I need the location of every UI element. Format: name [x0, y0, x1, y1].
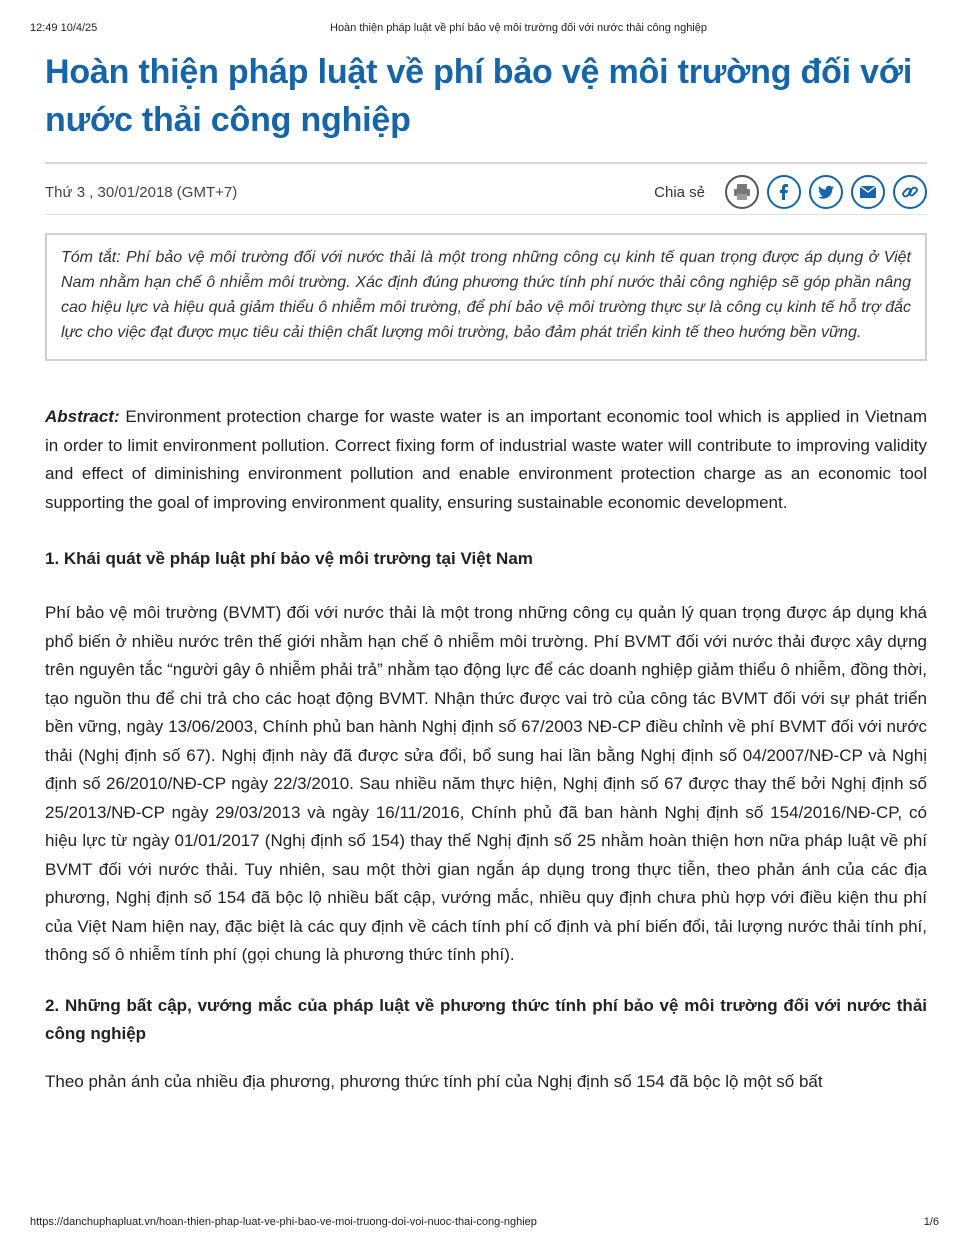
page-number: 1/6 [923, 1216, 939, 1228]
facebook-icon [774, 182, 794, 202]
meta-divider [45, 214, 927, 215]
twitter-share-button[interactable] [809, 175, 843, 209]
section1-heading: 1. Khái quát về pháp luật phí bảo vệ môi trường tại Việt Nam [45, 549, 533, 568]
article-title: Hoàn thiện pháp luật về phí bảo vệ môi trường đối với nước thải công nghiệp [45, 53, 913, 139]
section2-heading: 2. Những bất cập, vướng mắc của pháp luật về phương thức tính phí bảo vệ môi trường đối với nước thải công nghiệp [45, 995, 927, 1043]
print-url: https://danchuphapluat.vn/hoan-thien-phap-luat-ve-phi-bao-ve-moi-truong-doi-voi-nuoc-thai-cong-nghiep [30, 1216, 537, 1228]
email-icon [858, 182, 878, 202]
copy-link-button[interactable] [893, 175, 927, 209]
print-footer [30, 1216, 939, 1232]
summary-box: Tóm tắt: Phí bảo vệ môi trường đối với nước thải là một trong những công cụ kinh tế quan trọng được áp dụng ở Việt Nam nhằm hạn chế ô nhiễm môi trường. Xác định đúng phương thức tính phí nước thải công nghiệp sẽ góp phần nâng cao hiệu lực và hiệu quả giảm thiểu ô nhiễm môi trường, để phí bảo vệ môi trường thực sự là công cụ kinh tế hỗ trợ đắc lực cho việc đạt được mục tiêu cải thiện chất lượng môi trường, bảo đảm phát triển kinh tế theo hướng bền vững. [45, 233, 927, 361]
email-share-button[interactable] [851, 175, 885, 209]
article [45, 48, 927, 1096]
print-icon [732, 182, 752, 202]
facebook-share-button[interactable] [767, 175, 801, 209]
print-timestamp: 12:49 10/4/25 [30, 22, 98, 34]
abstract-label: Abstract: [45, 407, 120, 426]
share-bar [654, 175, 927, 209]
print-doc-title: Hoàn thiện pháp luật về phí bảo vệ môi trường đối với nước thải công nghiệp [330, 22, 707, 34]
publish-date: Thứ 3 , 30/01/2018 (GMT+7) [45, 183, 238, 201]
print-header [30, 22, 939, 38]
section2-body: Theo phản ánh của nhiều địa phương, phương thức tính phí của Nghị định số 154 đã bộc lộ một số bất [45, 1071, 823, 1091]
meta-row [45, 164, 927, 220]
section1-body: Phí bảo vệ môi trường (BVMT) đối với nước thải là một trong những công cụ quản lý quan trọng được áp dụng khá phổ biến ở nhiều nước trên thế giới nhằm hạn chế ô nhiễm môi trường. Phí BVMT đối với nước thải được xây dựng trên nguyên tắc “người gây ô nhiễm phải trả” nhằm tạo động lực để các doanh nghiệp giảm thiểu ô nhiễm, đồng thời, tạo nguồn thu để chi trả cho các hoạt động BVMT. Nhận thức được vai trò của công tác BVMT đối với sự phát triển bền vững, ngày 13/06/2003, Chính phủ ban hành Nghị định số 67/2003 NĐ-CP điều chỉnh về phí BVMT đối với nước thải (Nghị định số 67). Nghị định này đã được sửa đổi, bổ sung hai lần bằng Nghị định số 04/2007/NĐ-CP và Nghị định số 26/2010/NĐ-CP ngày 22/3/2010. Sau nhiều năm thực hiện, Nghị định số 67 được thay thế bởi Nghị định số 25/2013/NĐ-CP ngày 29/03/2013 và ngày 16/11/2016, Chính phủ đã ban hành Nghị định số 154/2016/NĐ-CP, có hiệu lực từ ngày 01/01/2017 (Nghị định số 154) thay thế Nghị định số 25 nhằm hoàn thiện hơn nữa pháp luật về phí BVMT đối với nước thải. Tuy nhiên, sau một thời gian ngắn áp dụng trong thực tiễn, theo phản ánh của các địa phương, Nghị định số 154 đã bộc lộ nhiều bất cập, vướng mắc, nhiều quy định chưa phù hợp với điều kiện thu phí của Việt Nam hiện nay, đặc biệt là các quy định về cách tính phí cố định và phí biến đổi, tải lượng nước thải tính phí, thông số ô nhiễm tính phí (gọi chung là phương thức tính phí). [45, 603, 927, 964]
twitter-icon [816, 182, 836, 202]
share-label: Chia sẻ [654, 183, 705, 201]
link-icon [900, 182, 920, 202]
abstract-text: Environment protection charge for waste water is an important economic tool which is applied in Vietnam in order to limit environment pollution. Correct fixing form of industrial waste water will contribute to improving validity and effect of diminishing environment pollution and enable environment protection charge as an economic tool supporting the goal of improving environment quality, ensuring sustainable economic development. [45, 407, 927, 512]
print-button[interactable] [725, 175, 759, 209]
abstract [45, 403, 927, 517]
